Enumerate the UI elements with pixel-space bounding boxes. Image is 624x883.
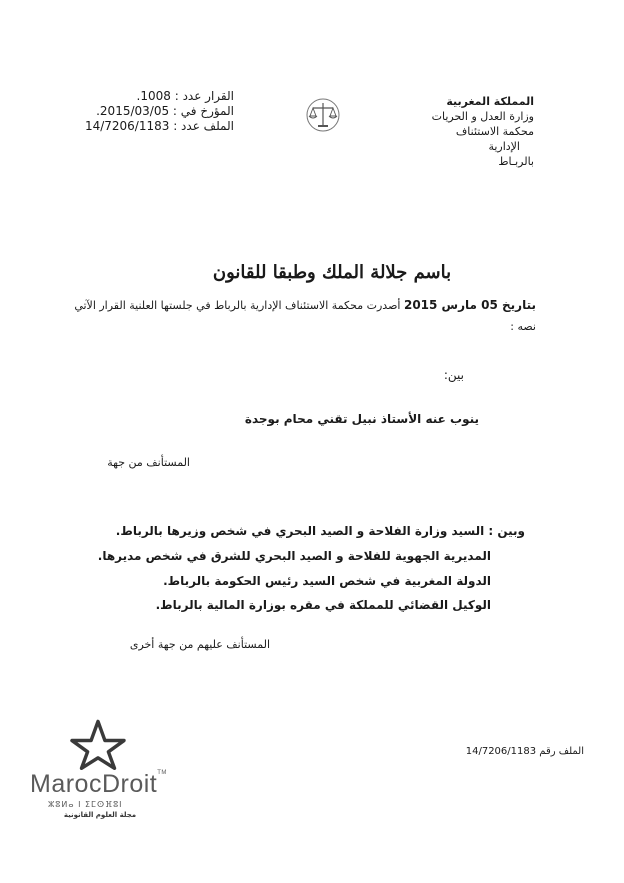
royal-formula-heading: [0, 262, 624, 283]
intro-line: [74, 298, 536, 312]
logo-tifinagh: ⵣⵓⵍⴰ ⵏ ⵉⵎⵙⴼⵓⵏ: [48, 800, 123, 809]
scales-of-justice-icon: [305, 96, 341, 134]
admin-label: الإدارية: [488, 140, 520, 153]
pentagram-star-icon: [70, 718, 126, 770]
ministry-label: وزارة العدل و الحريات: [431, 110, 534, 123]
respondent-3: الدولة المغربية في شخص السيد رئيس الحكومة بالرباط.: [163, 574, 491, 588]
footer-file-number: الملف رقم 14/7206/1183: [465, 746, 584, 757]
nasuhu-label: نصه :: [510, 320, 536, 333]
decision-date: المؤرخ في : 2015/03/05.: [96, 104, 234, 118]
respondent-4: الوكيل القضائي للمملكة في مقره بوزارة المالية بالرباط.: [155, 598, 491, 612]
logo-name-text: MarocDroit: [30, 770, 158, 798]
logo-subtitle: مجلة العلوم القانونية: [63, 811, 137, 819]
bayna-label: بين:: [443, 368, 464, 382]
city-label: بالربـاط: [498, 155, 534, 168]
intro-date: بتاريخ 05 مارس 2015: [403, 298, 536, 312]
royal-formula-text: باسم جلالة الملك وطبقا للقانون: [212, 262, 452, 283]
logo-tm: TM: [157, 770, 167, 776]
lawyer-line: ينوب عنه الأستاذ نبيل تقني محام بوجدة: [244, 412, 479, 426]
logo-name: [30, 770, 167, 799]
intro-text: أصدرت محكمة الاستئناف الإدارية بالرباط في جلستها العلنية القرار الآتي: [74, 299, 401, 312]
respondent-label: المستأنف عليهم من جهة أخرى: [129, 638, 270, 651]
marocdroit-logo: [30, 718, 170, 818]
court-label: محكمة الاستئناف: [455, 125, 534, 138]
file-number: الملف عدد : 14/7206/1183: [84, 119, 234, 133]
decision-number: القرار عدد : 1008.: [136, 89, 234, 103]
appellant-label: المستأنف من جهة: [107, 456, 190, 469]
court-header: [432, 94, 534, 169]
kingdom-label: المملكة المغربية: [446, 95, 534, 108]
respondent-2: المديرية الجهوية للفلاحة و الصيد البحري للشرق في شخص مديرها.: [97, 549, 491, 563]
respondent-1: وبين : السيد وزارة الفلاحة و الصيد البحري في شخص وزيرها بالرباط.: [115, 524, 525, 538]
